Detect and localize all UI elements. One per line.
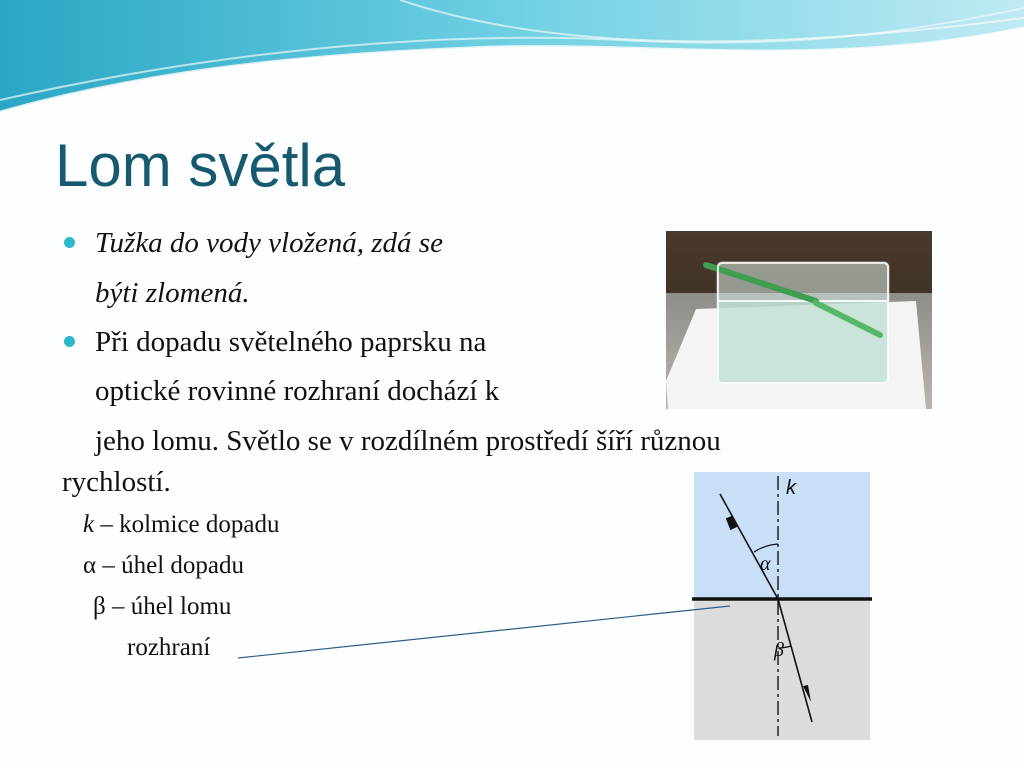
upper-medium: [694, 472, 870, 598]
bullet-marker: [64, 336, 75, 347]
refraction-diagram: [690, 472, 874, 740]
header-wave-decoration: [0, 0, 1024, 130]
pencil-in-water-photo: [666, 231, 932, 409]
legend-beta-text: – úhel lomu: [105, 593, 232, 620]
slide-title: Lom světla: [55, 132, 346, 199]
legend-alpha: [83, 551, 244, 581]
diagram-k-label: k: [786, 477, 796, 499]
bullet-1-line-1: Tužka do vody vložená, zdá se: [95, 227, 443, 259]
legend-k: [83, 510, 280, 540]
diagram-beta-label: β: [774, 639, 784, 661]
legend-alpha-symbol: α: [83, 552, 97, 579]
bullet-marker: [64, 237, 75, 248]
bullet-1-line-2: býti zlomená.: [95, 277, 250, 309]
bullet-2-line-4: rychlostí.: [62, 466, 171, 498]
bullet-2-line-2: optické rovinné rozhraní dochází k: [95, 375, 500, 407]
diagram-alpha-label: α: [760, 553, 771, 575]
legend-beta: [93, 592, 231, 622]
legend-alpha-text: – úhel dopadu: [96, 552, 244, 579]
legend-k-symbol: k: [83, 511, 95, 538]
lower-medium: [694, 598, 870, 740]
bullet-2-line-1: Při dopadu světelného paprsku na: [95, 326, 487, 358]
legend-interface-label: rozhraní: [127, 634, 211, 661]
legend-beta-symbol: β: [93, 593, 106, 620]
legend-k-text: – kolmice dopadu: [94, 511, 280, 538]
bullet-2-line-3: jeho lomu. Světlo se v rozdílném prostředí šíří různou: [95, 425, 721, 457]
